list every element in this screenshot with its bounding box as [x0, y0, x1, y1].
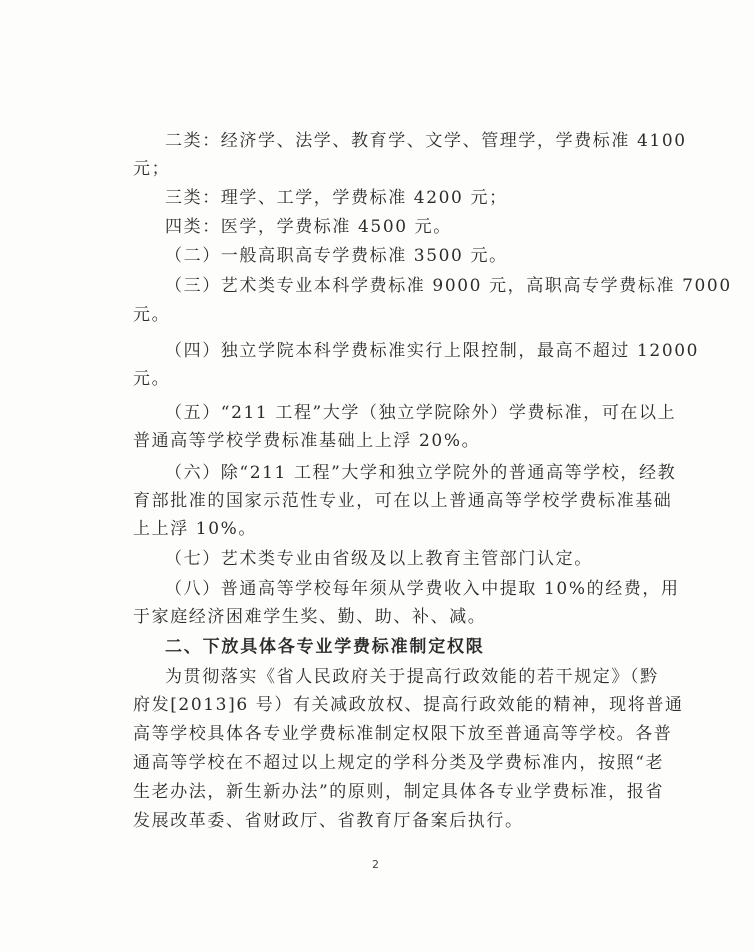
text-line: 三类：理学、工学，学费标准 4200 元；	[165, 188, 508, 208]
text-line: （八）普通高等学校每年须从学费收入中提取 10%的经费，用	[165, 579, 680, 599]
text-line: 二类：经济学、法学、教育学、文学、管理学，学费标准 4100	[165, 131, 687, 151]
text-line: （二）一般高职高专学费标准 3500 元。	[165, 246, 508, 266]
text-line: 四类：医学，学费标准 4500 元。	[165, 217, 452, 237]
text-line: （五）“211 工程”大学（独立学院除外）学费标准，可在以上	[165, 403, 677, 423]
text-line: 为贯彻落实《省人民政府关于提高行政效能的若干规定》（黔	[165, 667, 659, 687]
text-line: 高等学校具体各专业学费标准制定权限下放至普通高等学校。各普	[133, 724, 673, 744]
text-line: 发展改革委、省财政厅、省教育厅备案后执行。	[133, 811, 524, 831]
text-line: 普通高等学校学费标准基础上上浮 20%。	[133, 431, 481, 451]
text-line: 上上浮 10%。	[133, 519, 257, 539]
text-line: 通高等学校在不超过以上规定的学科分类及学费标准内，按照“老	[133, 753, 665, 773]
text-line: （六）除“211 工程”大学和独立学院外的普通高等学校，经教	[165, 463, 677, 483]
text-line: 府发[2013]6 号）有关减政放权、提高行政效能的精神，现将普通	[133, 695, 684, 715]
text-line: （三）艺术类专业本科学费标准 9000 元，高职高专学费标准 7000	[165, 276, 732, 296]
text-line: 元。	[133, 305, 171, 325]
section-heading: 二、下放具体各专业学费标准制定权限	[165, 637, 485, 657]
text-line: （四）独立学院本科学费标准实行上限控制，最高不超过 12000	[165, 341, 700, 361]
text-line: 元。	[133, 369, 171, 389]
text-line: （七）艺术类专业由省级及以上教育主管部门认定。	[165, 549, 593, 569]
text-line: 于家庭经济困难学生奖、勤、助、补、减。	[133, 607, 487, 627]
text-line: 元；	[133, 159, 171, 179]
text-line: 育部批准的国家示范性专业，可在以上普通高等学校学费标准基础	[133, 491, 673, 511]
text-line: 生老办法，新生新办法”的原则，制定具体各专业学费标准，报省	[133, 782, 665, 802]
page-number: 2	[372, 858, 379, 871]
